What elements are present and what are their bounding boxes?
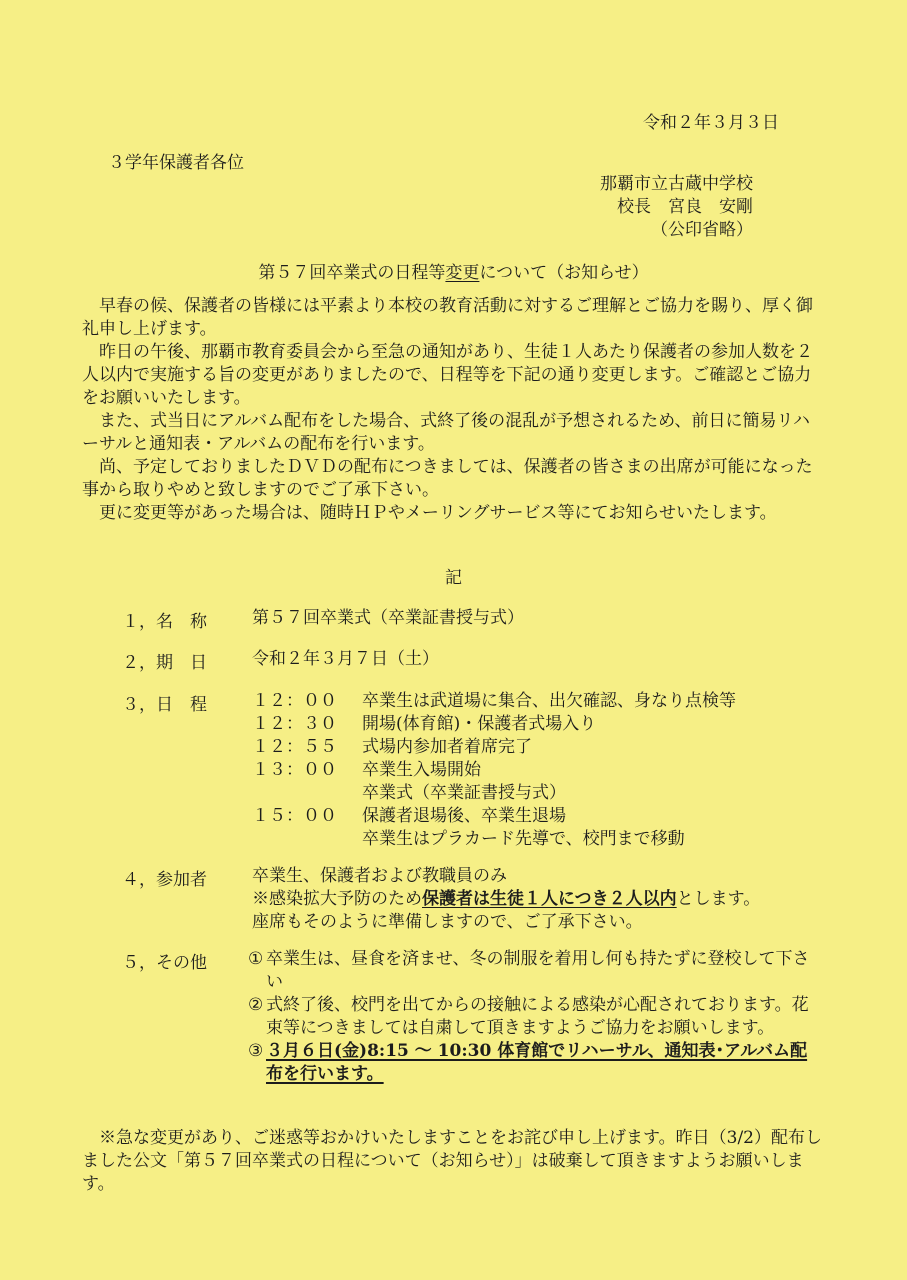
recipient: ３学年保護者各位 [108, 153, 244, 173]
item-name-value: 第５７回卒業式（卒業証書授与式） [252, 608, 524, 628]
schedule-text: 開場(体育館)・保護者式場入り [362, 714, 597, 734]
schedule-text: 卒業生はプラカード先導で、校門まで移動 [362, 829, 685, 849]
other-item [248, 948, 823, 994]
schedule-list [252, 690, 736, 851]
item-marker: ① [248, 949, 264, 969]
participants-note-after: とします。 [676, 889, 761, 909]
item-schedule-label: ３，日 程 [122, 695, 207, 715]
schedule-row [252, 805, 736, 828]
schedule-row [252, 828, 736, 851]
notice-body [82, 295, 822, 525]
other-list [248, 948, 823, 1086]
body-paragraph: 尚、予定しておりましたＤＶＤの配布につきましては、保護者の皆さまの出席が可能になった事から取りやめと致しますのでご了承下さい。 [82, 457, 813, 500]
principal-name: 校長 宮良 安剛 [617, 197, 753, 217]
schedule-time: １２：５５ [252, 737, 337, 757]
schedule-text: 保護者退場後、卒業生退場 [362, 806, 566, 826]
participants-line [252, 888, 760, 911]
participants-line: 卒業生、保護者および教職員のみ [252, 866, 507, 886]
schedule-text: 卒業生入場開始 [362, 760, 481, 780]
item-marker: ② [248, 995, 264, 1015]
body-paragraph: また、式当日にアルバム配布をした場合、式終了後の混乱が予想されるため、前日に簡易リハーサルと通知表・アルバムの配布を行います。 [82, 411, 810, 454]
schedule-row [252, 713, 736, 736]
notice-subject [0, 258, 907, 283]
schedule-row [252, 782, 736, 805]
apology-note [82, 1127, 827, 1196]
body-paragraph: 昨日の午後、那覇市教育委員会から至急の通知があり、生徒１人あたり保護者の参加人数を２人以内で実施する旨の変更がありましたので、日程等を下記の通り変更します。ご確認とご協力をお願いいたします。 [82, 342, 813, 408]
schedule-row [252, 759, 736, 782]
participants-block [252, 865, 760, 934]
subject-after: について（お知らせ） [479, 263, 649, 283]
participants-limit: 保護者は生徒１人につき２人以内 [422, 889, 677, 909]
schedule-text: 卒業式（卒業証書授与式） [362, 783, 566, 803]
schedule-text: 卒業生は武道場に集合、出欠確認、身なり点検等 [362, 691, 736, 711]
footer-text: ※急な変更があり、ご迷惑等おかけいたしますことをお詫び申し上げます。昨日（3/2）配布しました公文「第５７回卒業式の日程について（お知らせ）」は破棄して頂きますようお願いします。 [82, 1128, 822, 1194]
other-text: ３月６日(金)8:15 ～ 10:30 体育館でリハーサル、通知表･アルバム配布を行います。 [266, 1041, 808, 1084]
item-participants-label: ４，参加者 [122, 870, 207, 890]
item-name-label: １，名 称 [122, 612, 207, 632]
schedule-text: 式場内参加者着席完了 [362, 737, 532, 757]
schedule-row [252, 690, 736, 713]
item-date-value: 令和２年３月７日（土） [252, 649, 439, 669]
ki-heading: 記 [445, 568, 462, 588]
item-date-label: ２，期 日 [122, 653, 207, 673]
item-marker: ③ [248, 1041, 264, 1061]
seal-note: （公印省略） [651, 220, 753, 240]
schedule-time: １２：００ [252, 691, 337, 711]
issue-date: 令和２年３月３日 [643, 113, 779, 133]
other-text: 卒業生は、昼食を済ませ、冬の制服を着用し何も持たずに登校して下さい [266, 949, 810, 992]
schedule-time [252, 782, 362, 805]
other-item [248, 1040, 823, 1086]
subject-before: 第５７回卒業式の日程等 [258, 263, 446, 283]
schedule-row [252, 736, 736, 759]
sender-block [600, 173, 753, 242]
school-name: 那覇市立古蔵中学校 [600, 174, 753, 194]
schedule-time: １３：００ [252, 760, 337, 780]
schedule-time: １２：３０ [252, 714, 337, 734]
other-text: 式終了後、校門を出てからの接触による感染が心配されております。花束等につきましては自粛して頂きますようご協力をお願いします。 [266, 995, 809, 1038]
schedule-time [252, 828, 362, 851]
participants-note-before: ※感染拡大予防のため [252, 889, 422, 909]
subject-underlined: 変更 [445, 263, 480, 283]
schedule-time: １５：００ [252, 806, 337, 826]
item-other-label: ５，その他 [122, 953, 207, 973]
participants-line: 座席もそのように準備しますので、ご了承下さい。 [252, 912, 643, 932]
body-paragraph: 更に変更等があった場合は、随時ＨＰやメーリングサービス等にてお知らせいたします。 [99, 503, 777, 523]
body-paragraph: 早春の候、保護者の皆様には平素より本校の教育活動に対するご理解とご協力を賜り、厚く御礼申し上げます。 [82, 296, 813, 339]
other-item [248, 994, 823, 1040]
